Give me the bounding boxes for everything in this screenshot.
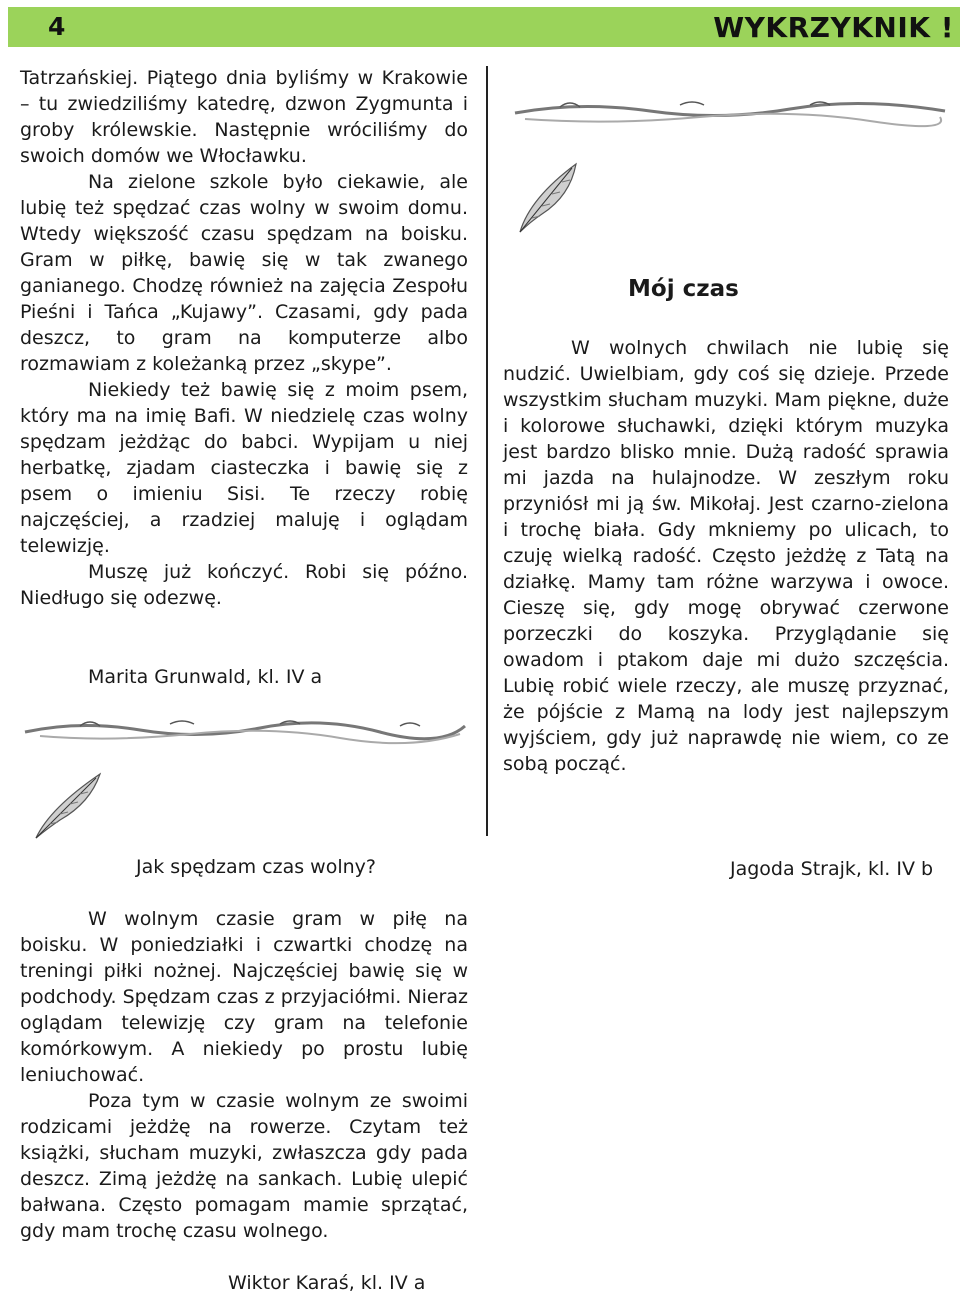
left-article-author: Marita Grunwald, kl. IV a [88, 666, 323, 688]
page-header [8, 7, 960, 47]
right-article-title: Mój czas [628, 276, 739, 302]
feather-icon [30, 768, 110, 843]
left-article-paragraph-3: Niekiedy też bawię się z moim psem, który ma na imię Bafi. W niedzielę czas wolny spędzam jeżdżąc do babci. Wypijam u niej herbatkę, zjadam ciasteczka i bawię się z psem o imieniu Sisi. Te rzeczy robię najczęściej, a rzadziej maluję i oglądam telewizję. [20, 379, 468, 557]
bottom-article-paragraph-1: W wolnym czasie gram w piłę na boisku. W poniedziałki i czwartki chodzę na treningi piłki nożnej. Najczęściej bawię się w podchody. Spędzam czas z przyjaciółmi. Nieraz oglądam telewizję czy gram na telefonie komórkowym. A niekiedy po prostu lubię leniuchować. [20, 908, 468, 1086]
column-divider [486, 66, 488, 836]
ornament-divider-icon [20, 712, 470, 752]
magazine-title: WYKRZYKNIK ! [713, 11, 954, 44]
bottom-article-author: Wiktor Karaś, kl. IV a [228, 1272, 426, 1294]
bottom-article [20, 906, 468, 1244]
left-article-paragraph-1: Tatrzańskiej. Piątego dnia byliśmy w Krakowie – tu zwiedziliśmy katedrę, dzwon Zygmunta i groby królewskie. Następnie wróciliśmy do swoich domów we Włocławku. [20, 67, 468, 167]
right-article [503, 335, 949, 777]
right-article-author: Jagoda Strajk, kl. IV b [730, 858, 934, 880]
left-article-paragraph-4: Muszę już kończyć. Robi się późno. Niedługo się odezwę. [20, 561, 468, 609]
bottom-article-title: Jak spędzam czas wolny? [136, 856, 376, 878]
right-article-paragraph-1: W wolnych chwilach nie lubię się nudzić. Uwielbiam, gdy coś się dzieje. Przede wszystkim słucham muzyki. Mam piękne, duże i kolorowe słuchawki, dzięki którym muzyka jest bardzo blisko mnie. Dużą radość sprawia mi jazda na hulajnodze. W zeszłym roku przyniósł mi ją św. Mikołaj. Jest czarno-zielona i trochę biała. Gdy mkniemy po ulicach, to czuję wielką radość. Często jeżdżę z Tatą na działkę. Mamy tam różne warzywa i owoce. Cieszę się, gdy mogę obrywać czerwone porzeczki do koszyka. Przyglądanie się owadom i ptakom daje mi dużo szczęścia. Lubię robić wiele rzeczy, ale muszę przyznać, że pójście z Mamą na lody jest najlepszym wyjściem, gdy już naprawdę nie wiem, co ze sobą począć. [503, 337, 949, 775]
page-number: 4 [48, 12, 66, 41]
ornament-divider-icon [510, 95, 950, 135]
feather-icon [514, 158, 584, 238]
bottom-article-paragraph-2: Poza tym w czasie wolnym ze swoimi rodzicami jeżdżę na rowerze. Czytam też książki, słucham muzyki, zwłaszcza gdy pada deszcz. Zimą jeżdżę na sankach. Lubię ulepić bałwana. Często pomagam mamie sprzątać, gdy mam trochę czasu wolnego. [20, 1090, 468, 1242]
left-article-paragraph-2: Na zielone szkole było ciekawie, ale lubię też spędzać czas wolny w swoim domu. Wtedy większość czasu spędzam na boisku. Gram w piłkę, bawię się w tak zwanego ganianego. Chodzę również na zajęcia Zespołu Pieśni i Tańca „Kujawy”. Czasami, gdy pada deszcz, to gram na komputerze albo rozmawiam z koleżanką przez „skype”. [20, 171, 468, 375]
left-article [20, 65, 468, 611]
